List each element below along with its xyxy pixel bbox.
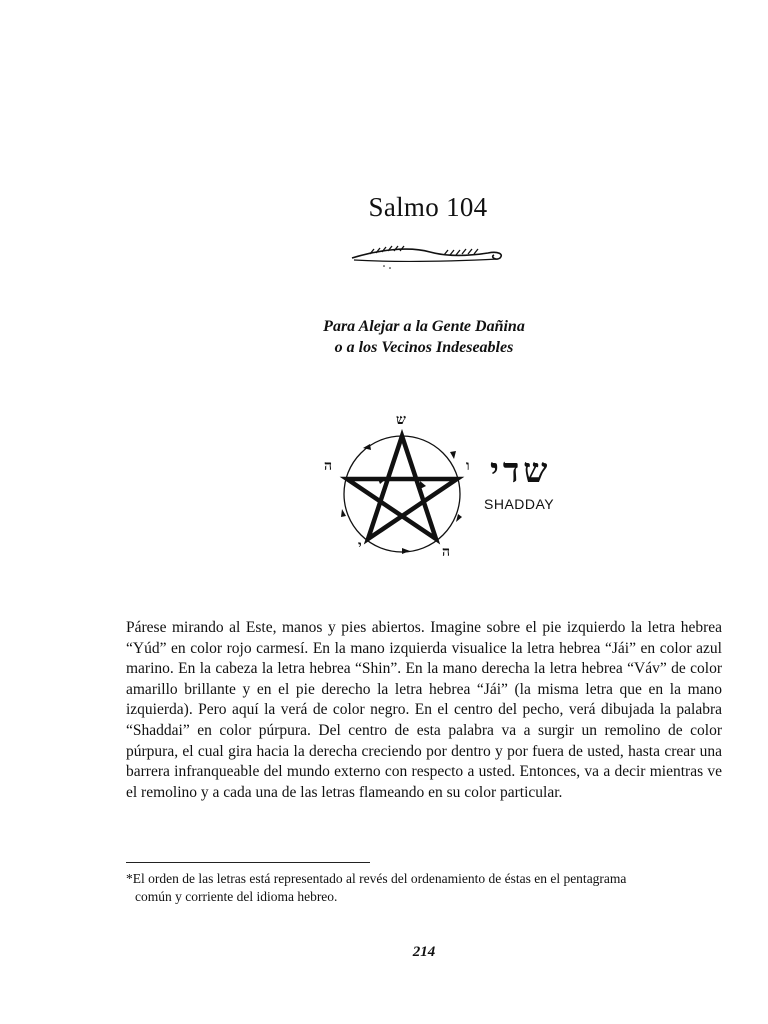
- page-title: Salmo 104: [368, 192, 488, 222]
- letter-right: ו: [466, 458, 470, 474]
- footnote-line-1: *El orden de las letras está representado al revés del ordenamiento de éstas en el pentagrama: [126, 871, 627, 886]
- subtitle-line-1: Para Alejar a la Gente Dañina: [323, 318, 525, 335]
- letter-bottom-left: י: [358, 538, 362, 554]
- subtitle-line-2: o a los Vecinos Indeseables: [334, 339, 514, 356]
- footnote-divider: [126, 862, 370, 863]
- shaddai-hebrew: שדי: [490, 451, 552, 491]
- pentagram-circle: [344, 436, 460, 552]
- shaddai-label: SHADDAY: [484, 496, 555, 512]
- footnote: [126, 870, 726, 906]
- footnote-line-2: común y corriente del idioma hebreo.: [135, 889, 338, 904]
- decorative-ornament: [348, 236, 508, 270]
- subtitle: [40, 316, 768, 358]
- body-paragraph: Párese mirando al Este, manos y pies abiertos. Imagine sobre el pie izquierdo la letra hebrea “Yúd” en color rojo carmesí. En la mano izquierda visualice la letra hebrea “Jái” en color azul marino. En la cabeza la letra hebrea “Shin”. En la mano derecha la letra hebrea “Váv” de color amarillo brillante y en el pie derecho la letra hebrea “Jái” (la misma letra que en la mano izquierda). Pero aquí la verá de color negro. En el centro del pecho, verá dibujada la palabra “Shaddai” en color púrpura. Del centro de esta palabra va a surgir un remolino de color púrpura, el cual gira hacia la derecha creciendo por dentro y por fuera de usted, hasta crear una barrera infranqueable del mundo externo con respecto a usted. Entonces, va a decir mientras ve el remolino y a cada una de las letras flameando en su color particular.: [126, 619, 722, 801]
- letter-top: ש: [396, 412, 406, 428]
- page-number: 214: [412, 944, 436, 960]
- letter-left: ה: [324, 458, 333, 474]
- pentagram-figure: [310, 404, 510, 564]
- letter-bottom-right: ה: [442, 544, 451, 560]
